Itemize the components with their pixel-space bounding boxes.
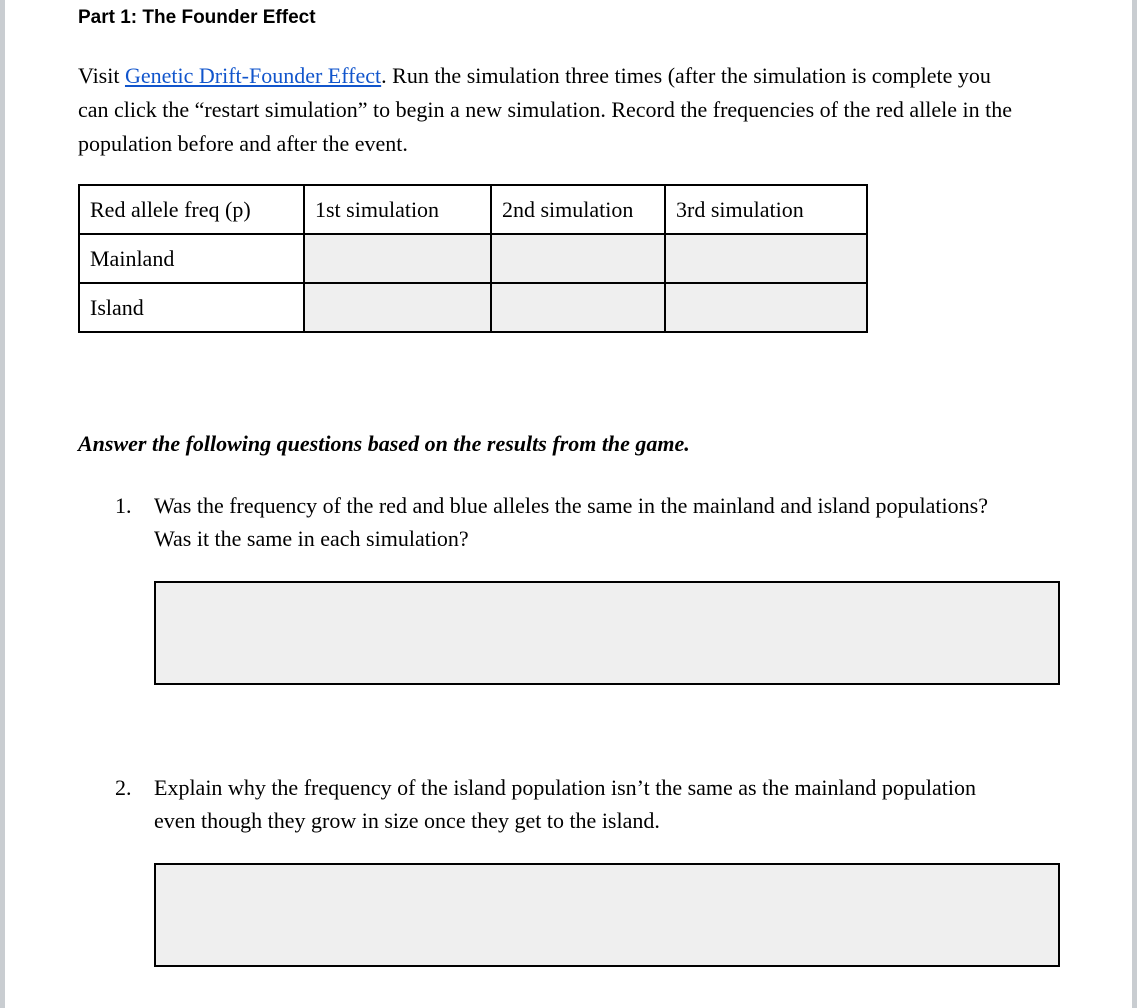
question-2 (115, 771, 995, 837)
table-header-cell: Red allele freq (p) (79, 185, 304, 234)
mainland-3rd-cell[interactable] (665, 234, 867, 283)
section-heading: Part 1: The Founder Effect (78, 7, 316, 28)
allele-frequency-table (78, 184, 868, 333)
simulation-link[interactable]: Genetic Drift-Founder Effect (124, 63, 382, 88)
island-1st-cell[interactable] (304, 283, 491, 332)
table-row-island (79, 283, 867, 332)
question-text: Was the frequency of the red and blue alleles the same in the mainland and island populations? Was it the same in each simulation? (154, 493, 988, 551)
island-3rd-cell[interactable] (665, 283, 867, 332)
intro-text-start: Visit (78, 63, 125, 88)
intro-text-rest: . Run the simulation three times (after the simulation is complete you can click the “restart simulation” to begin a new simulation. Record the frequencies of the red allele in the population before and after the event. (78, 63, 1013, 156)
answer-box-1[interactable] (154, 581, 1060, 685)
table-header-cell: 2nd simulation (491, 185, 665, 234)
instructions-heading: Answer the following questions based on the results from the game. (78, 431, 690, 456)
table-header-cell: 1st simulation (304, 185, 491, 234)
row-label-island: Island (79, 283, 304, 332)
table-header-cell: 3rd simulation (665, 185, 867, 234)
table-header-row (79, 185, 867, 234)
intro-paragraph (78, 59, 1018, 161)
row-label-mainland: Mainland (79, 234, 304, 283)
mainland-2nd-cell[interactable] (491, 234, 665, 283)
question-number: 2. (115, 775, 132, 800)
question-number: 1. (115, 493, 132, 518)
answer-box-2[interactable] (154, 863, 1060, 967)
question-1 (115, 489, 995, 555)
island-2nd-cell[interactable] (491, 283, 665, 332)
question-text: Explain why the frequency of the island population isn’t the same as the mainland population even though they grow in size once they get to the island. (154, 775, 976, 833)
mainland-1st-cell[interactable] (304, 234, 491, 283)
table-row-mainland (79, 234, 867, 283)
